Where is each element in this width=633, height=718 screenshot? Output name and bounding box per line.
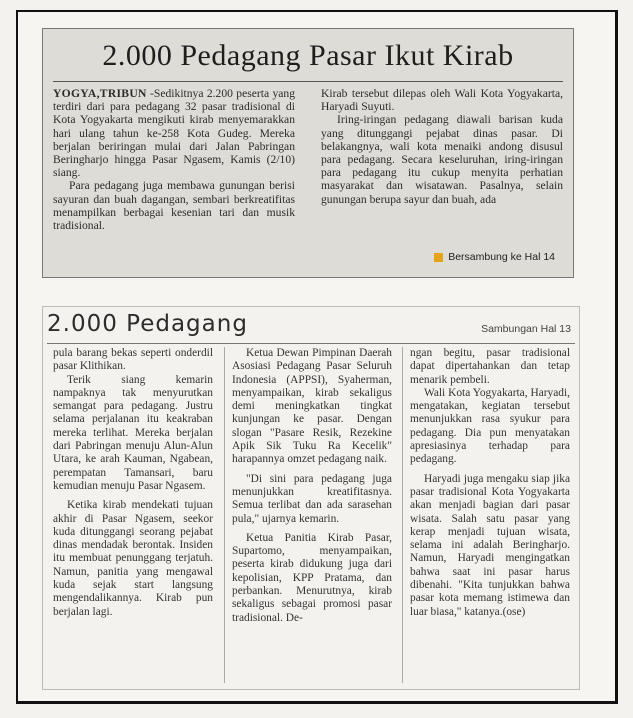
headline: 2.000 Pedagang Pasar Ikut Kirab: [102, 39, 514, 72]
paragraph: Wali Kota Yogyakarta, Haryadi, mengatakan, kegiatan tersebut menunjukkan rasa syukur para pedagang. Dia pun menyatakan apresiasinya terhadap para pedagang.: [410, 386, 570, 466]
lead-text: -Sedikitnya 2.200 peserta yang terdiri dari para pedagang 32 pasar tradisional di Kota Yogyakarta mengikuti kirab menyemarakkan hari ulang tahun ke-258 Kota Gudeg. Mereka berjalan beriringan mulai dari Jalan Pabringan Beringharjo hingga Pasar Ngasem, Kamis (2/10) siang.: [53, 87, 295, 180]
continued-notice: [434, 251, 555, 263]
square-bullet-icon: [434, 253, 443, 262]
paragraph: Para pedagang juga membawa gunungan berisi sayuran dan buah dagangan, sembari berkreatifitas menampilkan berbagai kesenian tari dan musik tradisional.: [53, 179, 295, 233]
paragraph: Haryadi juga mengaku siap jika pasar tradisional Kota Yogyakarta akan menjadi bagian dari pasar wisata. Salah satu pasar yang kerap menjadi tujuan wisata, selama ini adalah Beringharjo. Namun, Haryadi mengingatkan bahwa saat ini pasar harus dibenahi. "Kita tunjukkan bahwa pasar kota memang istimewa dan luar biasa," katanya.(ose): [410, 472, 570, 618]
column-2: [321, 87, 563, 206]
paragraph: pula barang bekas seperti onderdil pasar Klithikan.: [53, 347, 213, 373]
column-1: [53, 87, 295, 232]
column-3: [410, 347, 570, 619]
article-clipping-continuation: [42, 306, 580, 690]
headline: 2.000 Pedagang: [47, 311, 248, 337]
paragraph: [53, 87, 295, 179]
paragraph: Ketua Dewan Pimpinan Daerah Asosiasi Pedagang Pasar Seluruh Indonesia (APPSI), Syaherman, menyampaikan, kirab sekaligus demi meningkatkan tingkat kunjungan ke pasar. Dengan slogan "Pasare Resik, Rezekine Apik Sik Tuku Ra Kecelik" harapannya omzet pedagang naik.: [232, 347, 392, 466]
paragraph: Terik siang kemarin nampaknya tak menyurutkan semangat para pedagang. Justru selama perjalanan itu keakraban mereka terlihat. Mereka berjalan dari Pabringan menuju Alun-Alun Utara, ke arah Kauman, Ngabean, perempatan Tamansari, baru kemudian menuju Pasar Ngasem.: [53, 373, 213, 492]
paragraph: Kirab tersebut dilepas oleh Wali Kota Yogyakarta, Haryadi Suyuti.: [321, 87, 563, 114]
column-divider: [224, 347, 225, 683]
article-clipping-front: [42, 28, 574, 278]
paragraph: ngan begitu, pasar tradisional dapat dipertahankan dan tetap menarik pembeli.: [410, 347, 570, 386]
dateline: YOGYA,TRIBUN: [53, 87, 147, 100]
headline-rule: [53, 81, 563, 82]
paragraph: Ketika kirab mendekati tujuan akhir di Pasar Ngasem, seekor kuda ditunggangi seorang pejabat dinas mendadak berontak. Insiden itu membuat penunggang terjatuh. Namun, panitia yang mengawal kuda sejak start langsung mengendalikannya. Kirab pun berjalan lagi.: [53, 499, 213, 618]
column-1: [53, 347, 213, 619]
column-divider: [402, 347, 403, 683]
paragraph: Iring-iringan pedagang diawali barisan kuda yang ditunggangi pejabat dinas pasar. Di belakangnya, wali kota menaiki andong disusul para pedagang. Secara keseluruhan, iring-iringan para pedagang itu cukup menyita perhatian masyarakat dan wisatawan. Pasalnya, selain gunungan berupa sayur dan buah, ada: [321, 113, 563, 206]
paragraph: Ketua Panitia Kirab Pasar, Supartomo, menyampaikan, peserta kirab didukung juga dari kepolisian, KPP Pratama, dan perbankan. Menurutnya, kirab sekaligus sebagai promosi pasar tradisional. De-: [232, 531, 392, 624]
continued-from-label: Sambungan Hal 13: [481, 323, 571, 335]
continued-label: Bersambung ke Hal 14: [448, 251, 555, 263]
paragraph: "Di sini para pedagang juga menunjukkan kreatifitasnya. Semua terlibat dan ada sarasehan pula," ujarnya kemarin.: [232, 472, 392, 525]
headline-rule: [47, 343, 575, 344]
column-2: [232, 347, 392, 625]
